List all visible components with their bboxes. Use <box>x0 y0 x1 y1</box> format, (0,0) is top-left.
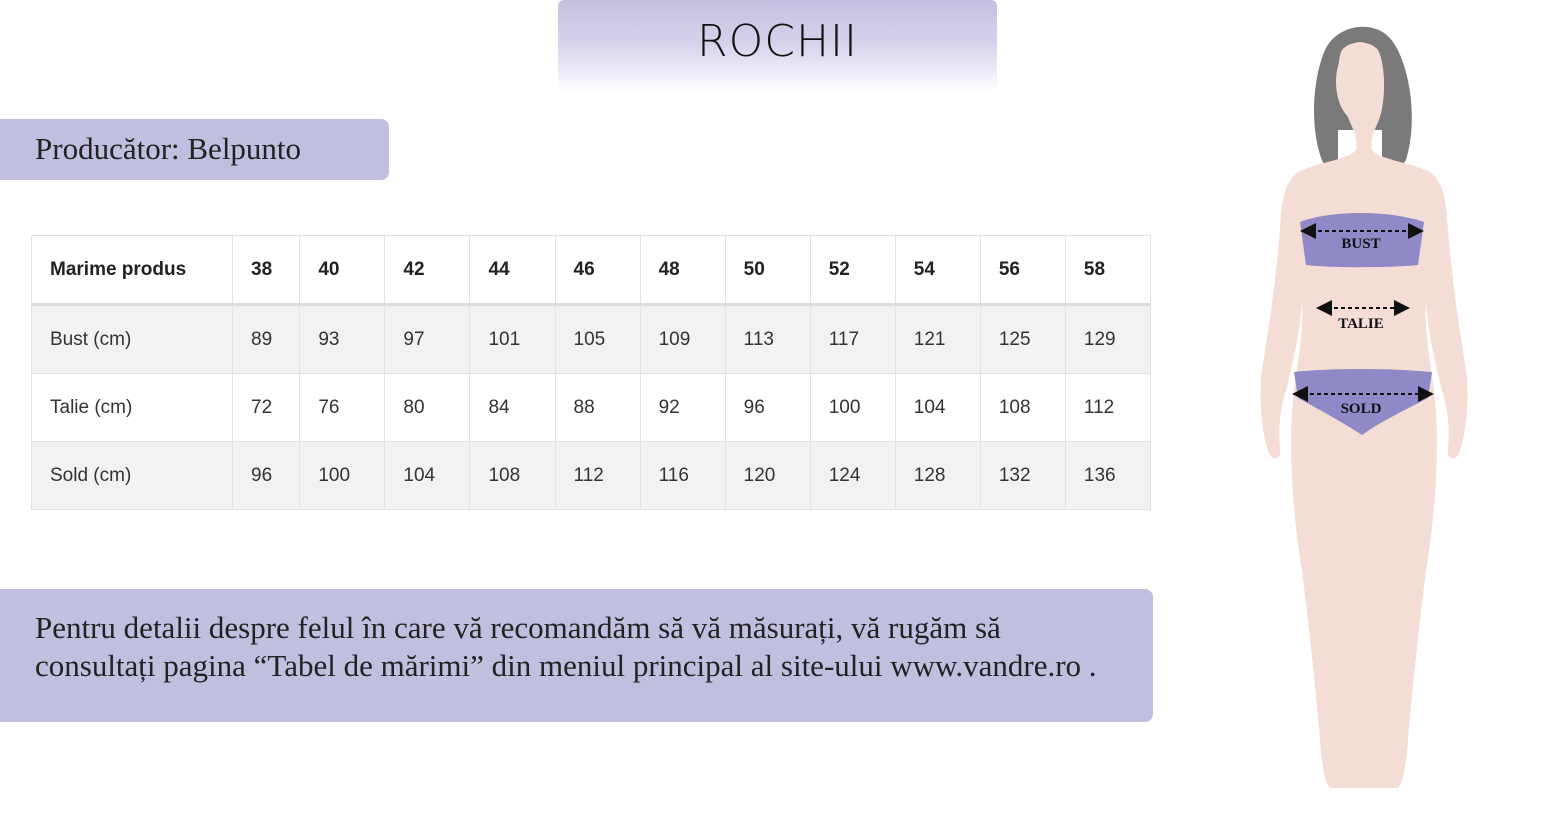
table-cell: 89 <box>233 305 300 374</box>
table-cell: 121 <box>895 305 980 374</box>
table-cell: 120 <box>725 442 810 510</box>
body-measurement-figure <box>1230 10 1490 805</box>
face <box>1336 42 1384 122</box>
bust-label: BUST <box>1341 236 1381 252</box>
table-cell: 108 <box>470 442 555 510</box>
table-cell: 76 <box>300 374 385 442</box>
size-header-cell: 40 <box>300 236 385 305</box>
table-cell: 96 <box>725 374 810 442</box>
table-cell: 105 <box>555 305 640 374</box>
table-cell: 113 <box>725 305 810 374</box>
table-cell: 116 <box>640 442 725 510</box>
table-cell: 97 <box>385 305 470 374</box>
table-cell: 109 <box>640 305 725 374</box>
table-cell: 101 <box>470 305 555 374</box>
table-cell: 100 <box>810 374 895 442</box>
table-cell: 112 <box>1065 374 1150 442</box>
row-label: Sold (cm) <box>32 442 233 510</box>
table-cell: 125 <box>980 305 1065 374</box>
size-header-cell: 54 <box>895 236 980 305</box>
note-text <box>35 609 1145 685</box>
size-header-cell: 58 <box>1065 236 1150 305</box>
table-cell: 112 <box>555 442 640 510</box>
table-cell: 104 <box>385 442 470 510</box>
producer-banner <box>0 119 389 180</box>
title-banner <box>558 0 997 92</box>
note-line: consultați pagina “Tabel de mărimi” din meniul principal al site-ului www.vandre.ro . <box>35 648 1097 683</box>
size-header-row <box>32 236 1151 305</box>
size-header-cell: 42 <box>385 236 470 305</box>
waist-label: TALIE <box>1338 316 1384 332</box>
table-cell: 128 <box>895 442 980 510</box>
size-header-cell: 48 <box>640 236 725 305</box>
table-cell: 80 <box>385 374 470 442</box>
size-header-cell: 52 <box>810 236 895 305</box>
row-label: Talie (cm) <box>32 374 233 442</box>
size-header-cell: 56 <box>980 236 1065 305</box>
table-cell: 136 <box>1065 442 1150 510</box>
table-cell: 132 <box>980 442 1065 510</box>
table-cell: 129 <box>1065 305 1150 374</box>
table-cell: 93 <box>300 305 385 374</box>
table-row-waist <box>32 374 1151 442</box>
size-header-cell: 50 <box>725 236 810 305</box>
producer-label: Producător: Belpunto <box>35 131 302 166</box>
table-cell: 92 <box>640 374 725 442</box>
table-cell: 117 <box>810 305 895 374</box>
note-line: Pentru detalii despre felul în care vă recomandăm să vă măsurați, vă rugăm să <box>35 610 1001 645</box>
table-cell: 100 <box>300 442 385 510</box>
size-header-cell: 38 <box>233 236 300 305</box>
table-cell: 108 <box>980 374 1065 442</box>
table-cell: 72 <box>233 374 300 442</box>
table-cell: 124 <box>810 442 895 510</box>
size-header-cell: 44 <box>470 236 555 305</box>
size-header-cell: 46 <box>555 236 640 305</box>
table-row-hip <box>32 442 1151 510</box>
size-header-label: Marime produs <box>32 236 233 305</box>
row-label: Bust (cm) <box>32 305 233 374</box>
size-table <box>31 235 1151 510</box>
table-cell: 88 <box>555 374 640 442</box>
table-cell: 104 <box>895 374 980 442</box>
table-cell: 96 <box>233 442 300 510</box>
table-cell: 84 <box>470 374 555 442</box>
page-title: ROCHII <box>697 16 858 67</box>
table-row-bust <box>32 305 1151 374</box>
note-banner <box>0 589 1153 722</box>
hip-label: SOLD <box>1340 401 1382 417</box>
